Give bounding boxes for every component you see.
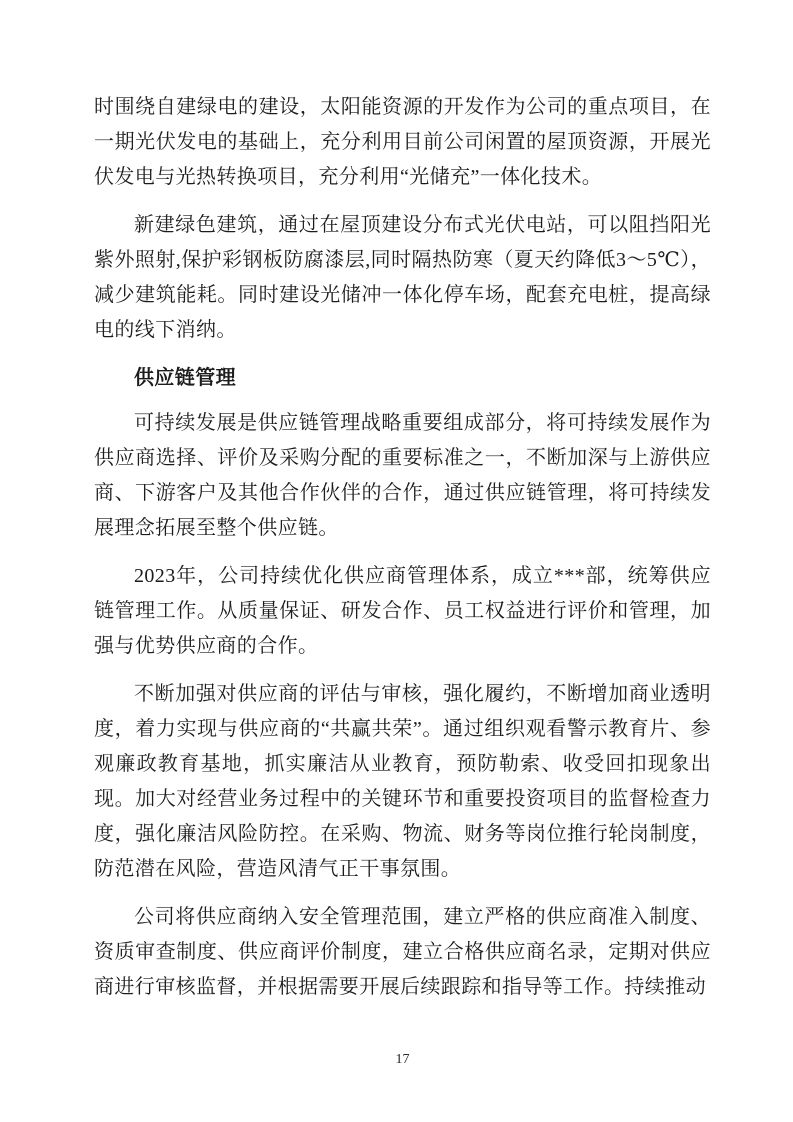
page-number: 17 xyxy=(395,1052,410,1067)
page-body-text xyxy=(94,90,711,1018)
body-paragraph: 公司将供应商纳入安全管理范围，建立严格的供应商准入制度、资质审查制度、供应商评价制度，建立合格供应商名录，定期对供应商进行审核监督，并根据需要开展后续跟踪和指导等工作。持续推动 xyxy=(94,906,711,998)
page-footer xyxy=(94,1050,711,1070)
body-paragraph: 不断加强对供应商的评估与审核，强化履约，不断增加商业透明度，着力实现与供应商的“共赢共荣”。通过组织观看警示教育片、参观廉政教育基地，抓实廉洁从业教育，预防勒索、收受回扣现象出现。加大对经营业务过程中的关键环节和重要投资项目的监督检查力度，强化廉洁风险防控。在采购、物流、财务等岗位推行轮岗制度，防范潜在风险，营造风清气正干事氛围。 xyxy=(94,683,711,880)
body-paragraph: 2023年，公司持续优化供应商管理体系，成立***部，统筹供应链管理工作。从质量保证、研发合作、员工权益进行评价和管理，加强与优势供应商的合作。 xyxy=(94,565,711,657)
body-paragraph: 时围绕自建绿电的建设，太阳能资源的开发作为公司的重点项目，在一期光伏发电的基础上，充分利用目前公司闲置的屋顶资源，开展光伏发电与光热转换项目，充分利用“光储充”一体化技术。 xyxy=(94,96,711,188)
body-paragraph: 可持续发展是供应链管理战略重要组成部分，将可持续发展作为供应商选择、评价及采购分配的重要标准之一，不断加深与上游供应商、下游客户及其他合作伙伴的合作，通过供应链管理，将可持续发展理念拓展至整个供应链。 xyxy=(94,412,711,539)
body-paragraph: 新建绿色建筑，通过在屋顶建设分布式光伏电站，可以阻挡阳光紫外照射,保护彩钢板防腐漆层,同时隔热防寒（夏天约降低3～5℃），减少建筑能耗。同时建设光储冲一体化停车场，配套充电桩，提高绿电的线下消纳。 xyxy=(94,214,711,341)
section-heading: 供应链管理 xyxy=(134,367,236,389)
